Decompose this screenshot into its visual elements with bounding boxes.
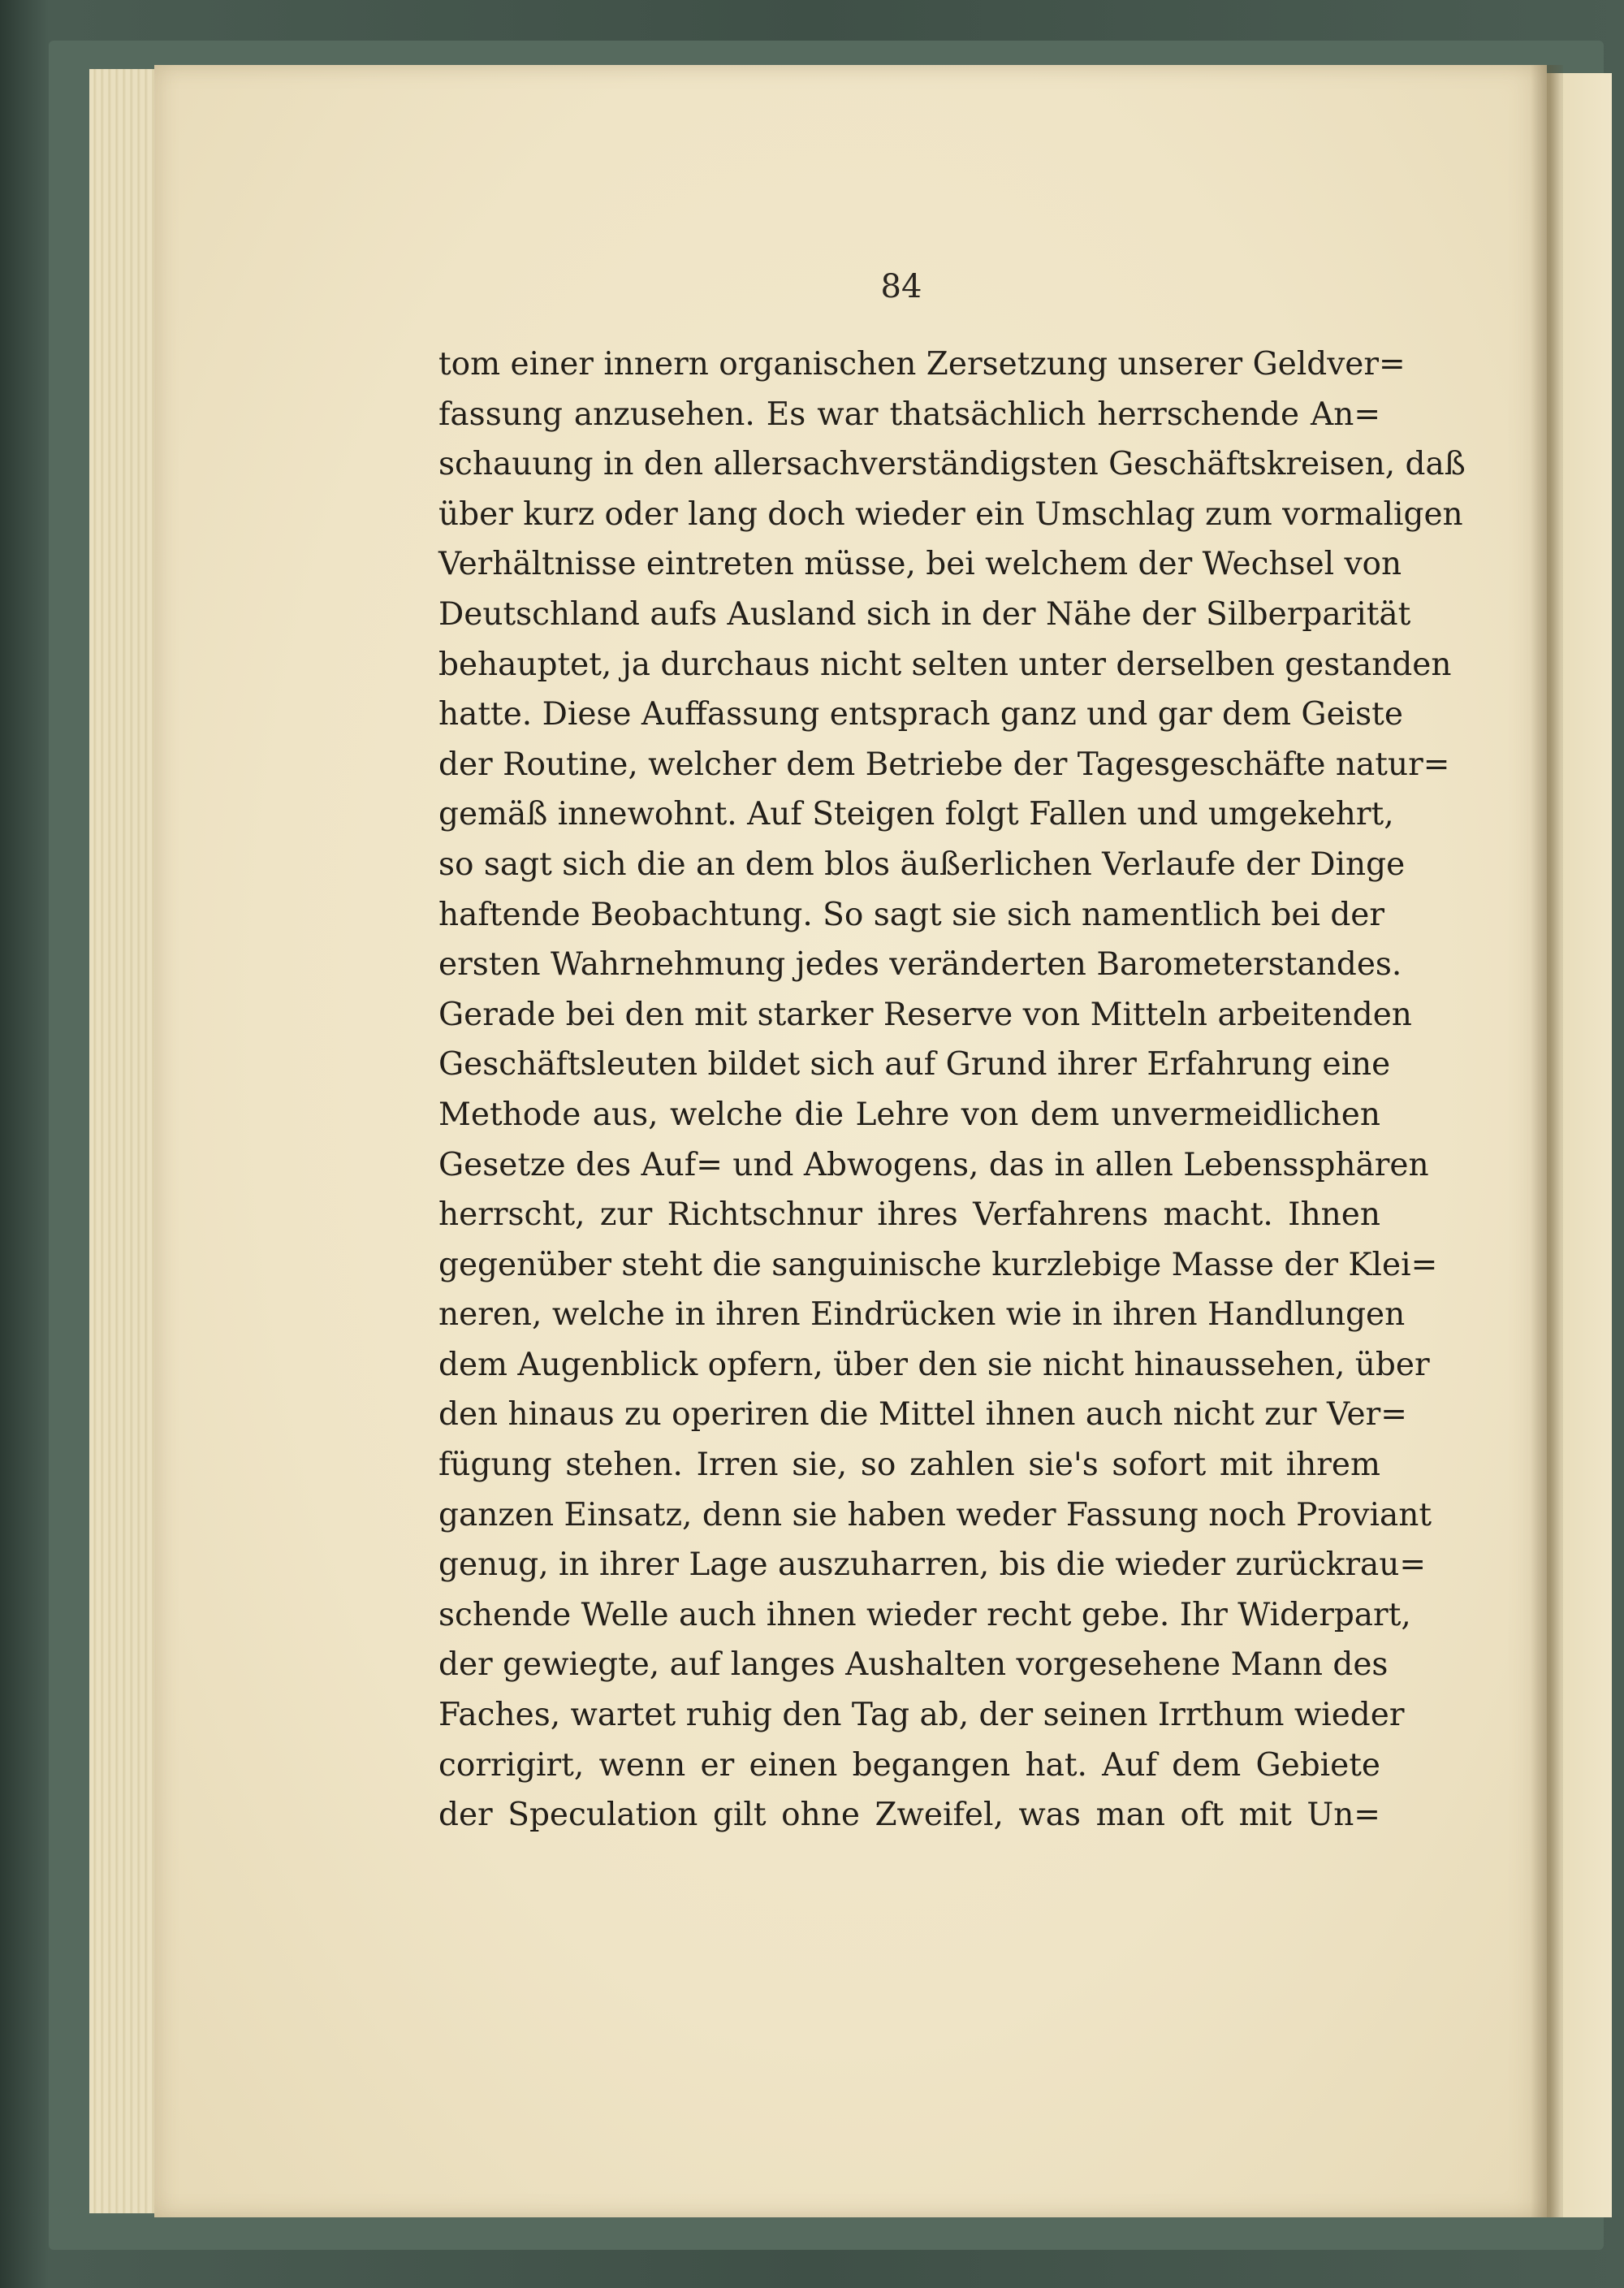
text-line: der gewiegte, auf langes Aushalten vorgesehene Mann des (438, 1646, 1389, 1684)
text-line: ganzen Einsatz, denn sie haben weder Fassung noch Proviant (438, 1496, 1432, 1533)
text-line: dem Augenblick opfern, über den sie nicht hinaussehen, über (438, 1346, 1430, 1383)
text-line: so sagt sich die an dem blos äußerlichen Verlaufe der Dinge (438, 846, 1406, 883)
page-number: 84 (880, 268, 922, 305)
text-line: hatte. Diese Auffassung entsprach ganz und gar dem Geiste (438, 696, 1403, 733)
text-line: den hinaus zu operiren die Mittel ihnen auch nicht zur Ver= (438, 1396, 1407, 1434)
text-line: genug, in ihrer Lage auszuharren, bis die wieder zurückrau= (438, 1546, 1427, 1584)
page-gutter (1531, 65, 1563, 2217)
text-line: fassung anzusehen. Es war thatsächlich herrschende An= (438, 396, 1380, 433)
text-line: behauptet, ja durchaus nicht selten unter derselben gestanden (438, 646, 1452, 683)
body-text (438, 340, 1466, 1840)
text-line: Verhältnisse eintreten müsse, bei welchem der Wechsel von (438, 546, 1402, 583)
text-line: schende Welle auch ihnen wieder recht gebe. Ihr Widerpart, (438, 1596, 1411, 1633)
text-line: schauung in den allersachverständigsten Geschäftskreisen, daß (438, 446, 1466, 483)
text-line: Deutschland aufs Ausland sich in der Nähe der Silberparität (438, 595, 1411, 633)
text-line: corrigirt, wenn er einen begangen hat. Auf dem Gebiete (438, 1746, 1380, 1784)
text-line: Gerade bei den mit starker Reserve von Mitteln arbeitenden (438, 996, 1412, 1033)
text-line: Gesetze des Auf= und Abwogens, das in allen Lebenssphären (438, 1146, 1429, 1183)
text-line: gegenüber steht die sanguinische kurzlebige Masse der Klei= (438, 1246, 1438, 1283)
text-line: gemäß innewohnt. Auf Steigen folgt Fallen und umgekehrt, (438, 796, 1394, 833)
text-line: fügung stehen. Irren sie, so zahlen sie's sofort mit ihrem (438, 1447, 1380, 1484)
text-line: der Routine, welcher dem Betriebe der Tagesgeschäfte natur= (438, 746, 1450, 783)
text-line: ersten Wahrnehmung jedes veränderten Barometerstandes. (438, 946, 1402, 984)
text-line: Methode aus, welche die Lehre von dem unvermeidlichen (438, 1096, 1380, 1133)
text-line: der Speculation gilt ohne Zweifel, was man oft mit Un= (438, 1797, 1380, 1834)
text-line: haftende Beobachtung. So sagt sie sich namentlich bei der (438, 896, 1385, 933)
text-line: Geschäftsleuten bildet sich auf Grund ihrer Erfahrung eine (438, 1046, 1391, 1083)
text-line: herrscht, zur Richtschnur ihres Verfahrens macht. Ihnen (438, 1196, 1380, 1234)
text-line: neren, welche in ihren Eindrücken wie in ihren Handlungen (438, 1296, 1406, 1334)
text-line: über kurz oder lang doch wieder ein Umschlag zum vormaligen (438, 495, 1463, 533)
text-line: Faches, wartet ruhig den Tag ab, der seinen Irrthum wieder (438, 1697, 1405, 1734)
text-line: tom einer innern organischen Zersetzung unserer Geldver= (438, 346, 1406, 383)
page-stack-edges (89, 69, 162, 2213)
